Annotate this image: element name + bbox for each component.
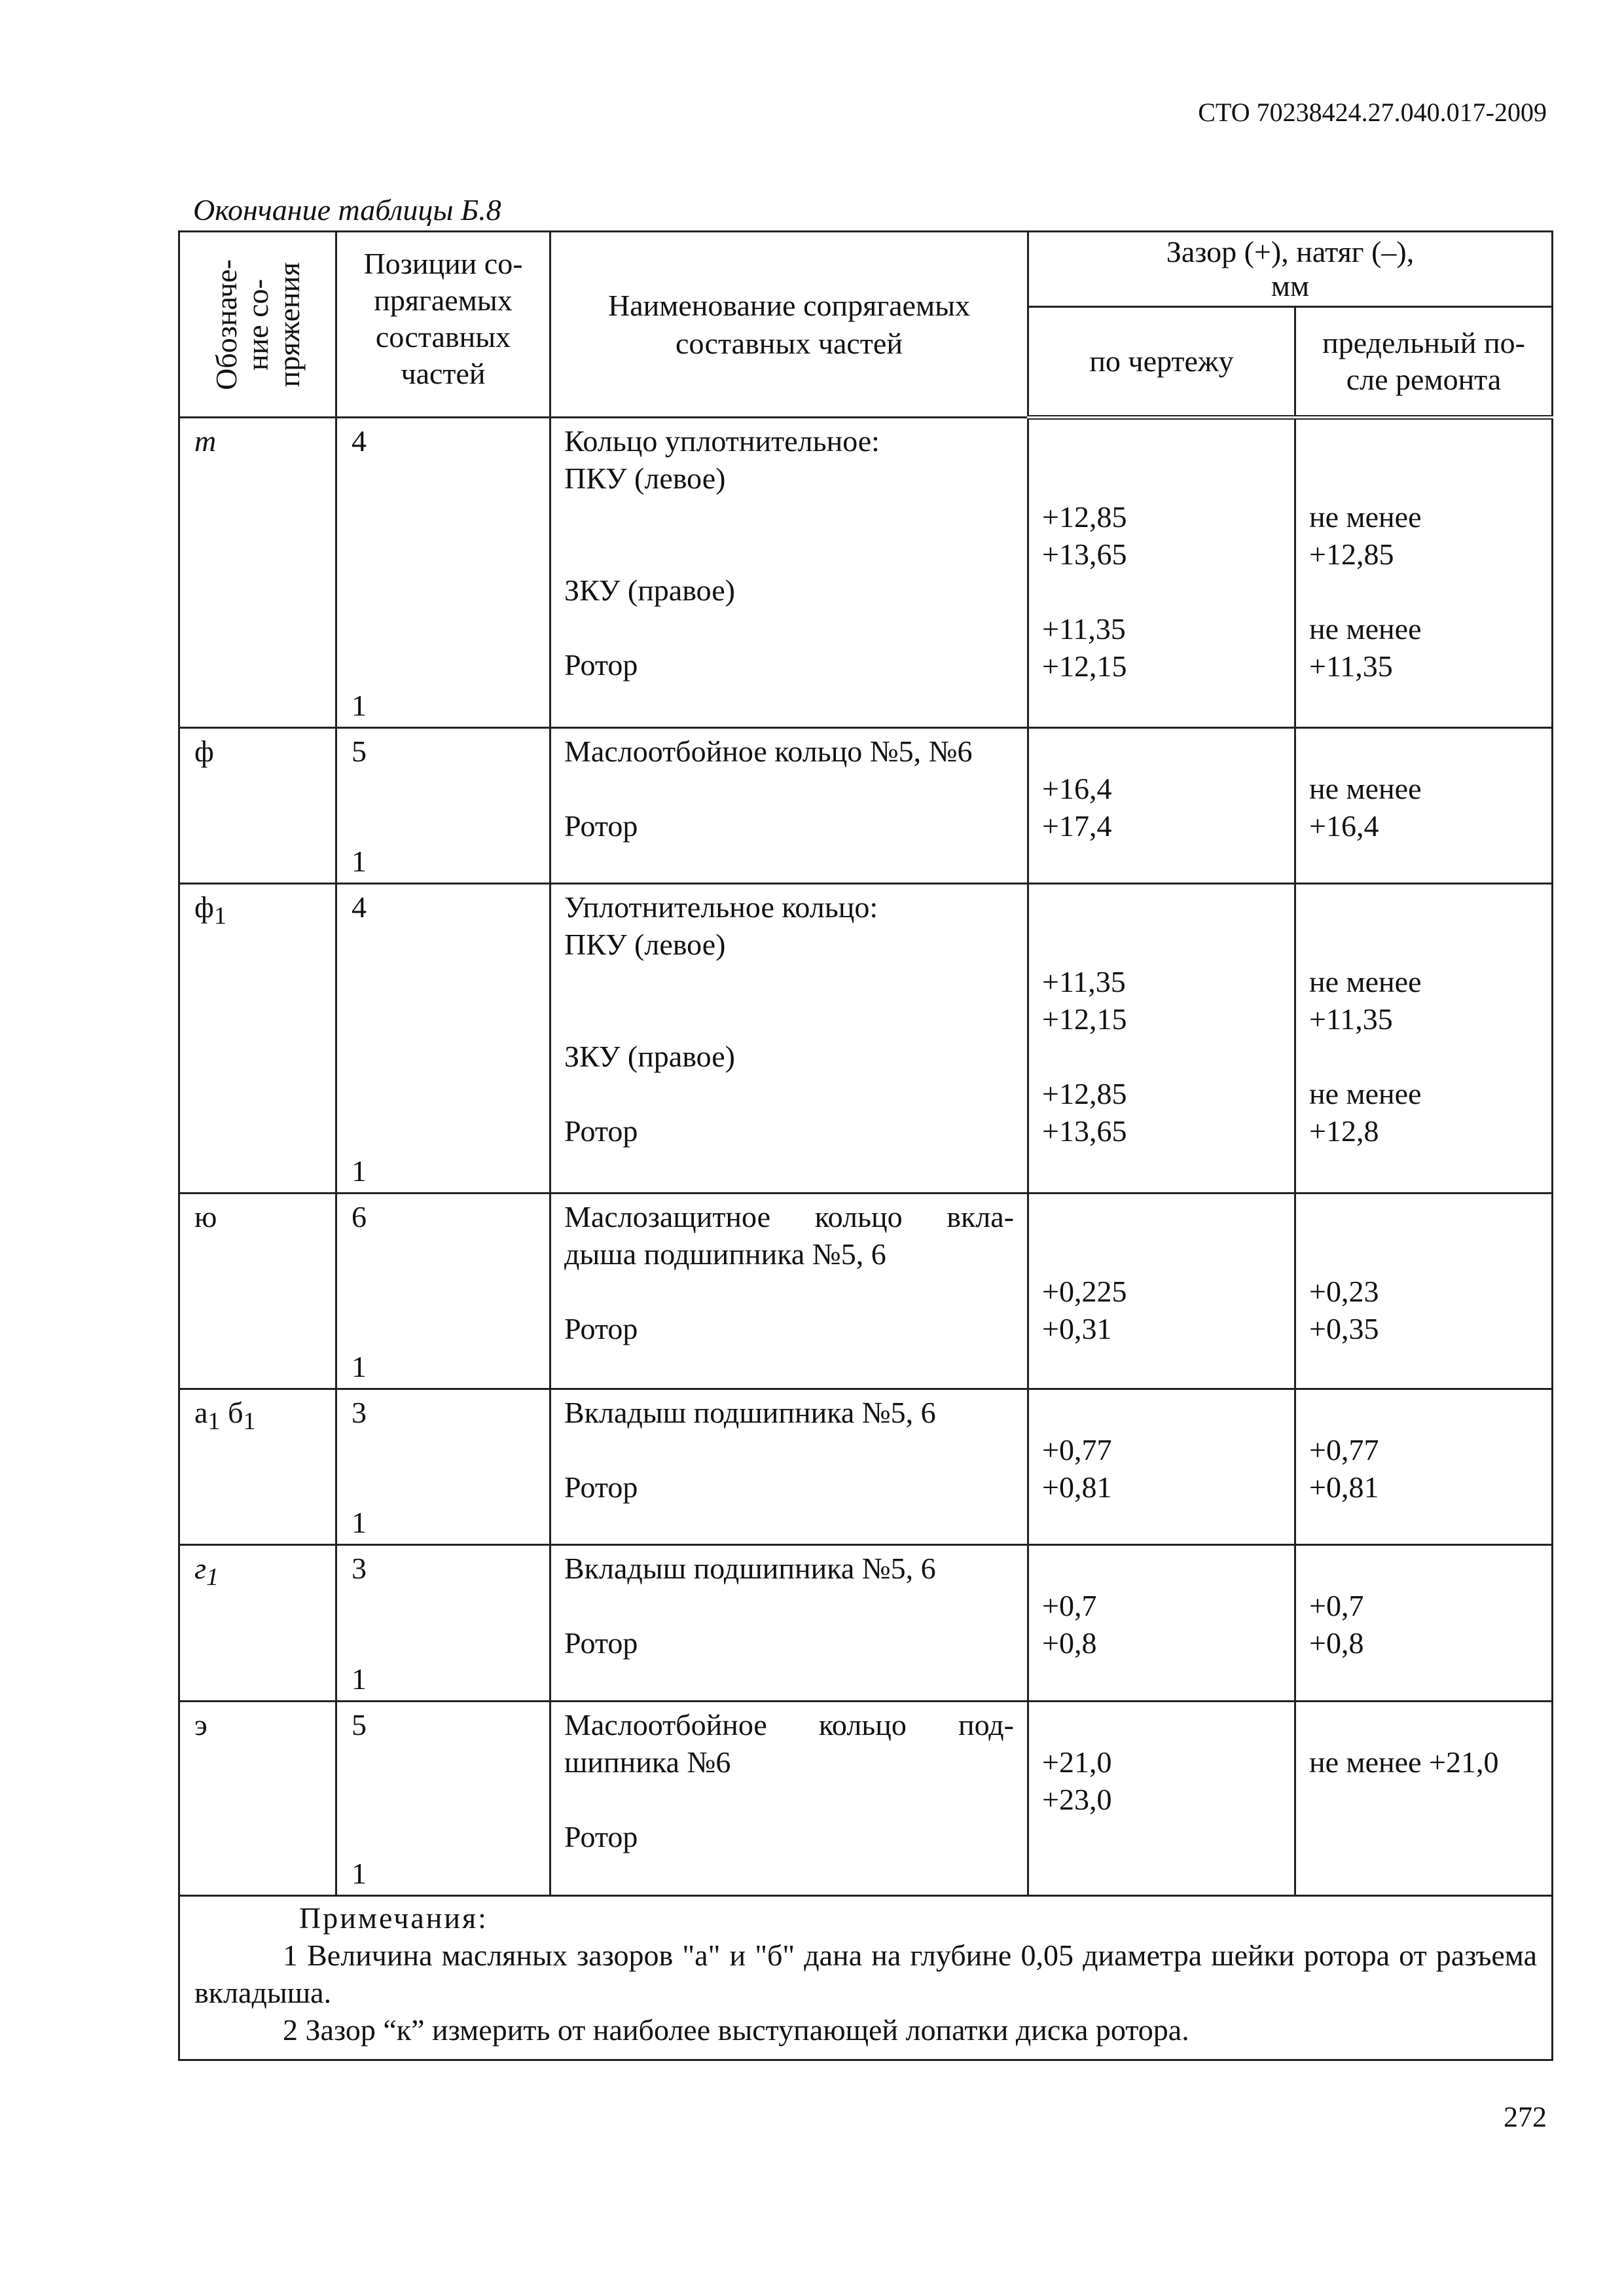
limit-cell bbox=[1295, 728, 1553, 884]
part-name-line: ЗКУ (правое) bbox=[564, 574, 735, 607]
notes-section bbox=[179, 1896, 1553, 2060]
designation-symbol: б bbox=[220, 1396, 244, 1429]
position-bottom: 1 bbox=[352, 1662, 367, 1696]
by-drawing-value: +13,65 bbox=[1042, 1114, 1127, 1148]
note-item: 1 Величина масляных зазоров "а" и "б" дана на глубине 0,05 диаметра шейки ротора от разъема вкладыша. bbox=[194, 1939, 1538, 2009]
header-designation-line: ние со- bbox=[240, 278, 274, 371]
by-drawing-value: +21,0 bbox=[1042, 1745, 1112, 1779]
limit-value: +11,35 bbox=[1309, 649, 1393, 683]
header-positions-line: частей bbox=[401, 357, 486, 390]
designation-cell bbox=[179, 1545, 336, 1702]
by-drawing-cell bbox=[1028, 418, 1295, 728]
part-name-cell bbox=[550, 418, 1028, 728]
limit-cell bbox=[1295, 418, 1553, 728]
part-name-line: Уплотнительное кольцо: bbox=[564, 890, 878, 924]
part-name-line: Ротор bbox=[564, 648, 638, 682]
positions-cell bbox=[336, 1389, 550, 1545]
part-name-cell bbox=[550, 1702, 1028, 1896]
table-row bbox=[179, 1545, 1553, 1702]
limit-value: +11,35 bbox=[1309, 1002, 1393, 1036]
designation-subscript: 1 bbox=[243, 1408, 256, 1436]
limit-value: не менее bbox=[1309, 612, 1422, 646]
limit-value: +12,8 bbox=[1309, 1114, 1379, 1148]
limit-cell bbox=[1295, 1702, 1553, 1896]
notes-title: Примечания: bbox=[299, 1901, 488, 1935]
part-name-line: Маслоотбойное кольцо №5, №6 bbox=[564, 735, 973, 768]
by-drawing-value: +0,225 bbox=[1042, 1275, 1127, 1308]
limit-value: +0,35 bbox=[1309, 1312, 1379, 1345]
designation-subscript: 1 bbox=[206, 1563, 219, 1592]
table-body bbox=[179, 418, 1553, 1896]
position-bottom: 1 bbox=[352, 1506, 367, 1539]
designation-symbol: а bbox=[194, 1396, 208, 1429]
header-by-drawing: по чертежу bbox=[1028, 307, 1295, 418]
part-name-line: Ротор bbox=[564, 1114, 638, 1148]
by-drawing-value: +0,31 bbox=[1042, 1312, 1112, 1345]
part-name-line: Маслоотбойное кольцо под- bbox=[564, 1708, 1014, 1741]
note-item: 2 Зазор “к” измерить от наиболее выступающей лопатки диска ротора. bbox=[283, 2013, 1189, 2047]
header-designation-line: Обозначе- bbox=[209, 259, 243, 390]
by-drawing-value: +11,35 bbox=[1042, 612, 1126, 646]
limit-value: не менее +21,0 bbox=[1309, 1745, 1499, 1779]
part-name-line: Ротор bbox=[564, 809, 638, 843]
header-limit-line: предельный по- bbox=[1322, 326, 1525, 359]
part-name-line: ПКУ (левое) bbox=[564, 928, 726, 961]
header-gap-line: Зазор (+), натяг (–), bbox=[1166, 235, 1415, 268]
limit-value: не менее bbox=[1309, 500, 1422, 534]
by-drawing-value: +12,15 bbox=[1042, 1002, 1127, 1036]
by-drawing-value: +13,65 bbox=[1042, 538, 1127, 571]
designation-cell bbox=[179, 1702, 336, 1896]
limit-value: не менее bbox=[1309, 1077, 1422, 1110]
limit-cell bbox=[1295, 1545, 1553, 1702]
part-name-line: Маслозащитное кольцо вкла- bbox=[564, 1200, 1014, 1233]
by-drawing-value: +0,8 bbox=[1042, 1626, 1097, 1660]
designation-symbol: m bbox=[194, 424, 217, 458]
by-drawing-cell bbox=[1028, 1545, 1295, 1702]
limit-value: +12,85 bbox=[1309, 538, 1394, 571]
position-top: 4 bbox=[352, 890, 367, 924]
part-name-line: Кольцо уплотнительное: bbox=[564, 424, 880, 458]
designation-symbol: г bbox=[194, 1552, 206, 1585]
by-drawing-value: +0,7 bbox=[1042, 1589, 1097, 1622]
designation-label bbox=[194, 1550, 322, 1596]
part-name-line: ЗКУ (правое) bbox=[564, 1040, 735, 1073]
by-drawing-value: +0,81 bbox=[1042, 1470, 1112, 1504]
limit-value: +0,81 bbox=[1309, 1470, 1379, 1504]
designation-label bbox=[194, 422, 322, 460]
table-row bbox=[179, 728, 1553, 884]
limit-value: +0,7 bbox=[1309, 1589, 1364, 1622]
positions-cell bbox=[336, 1194, 550, 1389]
part-name-line: шипника №6 bbox=[564, 1745, 731, 1779]
table-row bbox=[179, 1194, 1553, 1389]
designation-cell bbox=[179, 884, 336, 1194]
positions-cell bbox=[336, 728, 550, 884]
positions-cell bbox=[336, 1545, 550, 1702]
by-drawing-value: +12,85 bbox=[1042, 1077, 1127, 1110]
positions-cell bbox=[336, 418, 550, 728]
by-drawing-value: +16,4 bbox=[1042, 772, 1112, 805]
by-drawing-cell bbox=[1028, 1194, 1295, 1389]
designation-symbol: ф bbox=[194, 890, 214, 924]
part-name-line: Ротор bbox=[564, 1312, 638, 1345]
header-designation bbox=[179, 232, 336, 418]
position-bottom: 1 bbox=[352, 689, 367, 722]
designation-symbol: э bbox=[194, 1708, 208, 1741]
designation-label bbox=[194, 1198, 322, 1235]
table-row bbox=[179, 1389, 1553, 1545]
table-row bbox=[179, 884, 1553, 1194]
limit-cell bbox=[1295, 1194, 1553, 1389]
by-drawing-value: +23,0 bbox=[1042, 1783, 1112, 1816]
designation-cell bbox=[179, 1389, 336, 1545]
by-drawing-value: +0,77 bbox=[1042, 1433, 1112, 1467]
header-designation-line: пряжения bbox=[272, 262, 306, 387]
header-positions-line: составных bbox=[375, 320, 511, 354]
designation-symbol: ф bbox=[194, 735, 214, 768]
designation-label bbox=[194, 733, 322, 770]
part-name-line: Ротор bbox=[564, 1626, 638, 1660]
position-top: 5 bbox=[352, 1708, 367, 1741]
part-name-line: дыша подшипника №5, 6 bbox=[564, 1237, 886, 1271]
limit-value: не менее bbox=[1309, 772, 1422, 805]
designation-subscript: 1 bbox=[208, 1408, 221, 1436]
part-name-cell bbox=[550, 884, 1028, 1194]
limit-cell bbox=[1295, 884, 1553, 1194]
part-name-line: ПКУ (левое) bbox=[564, 462, 726, 495]
header-gap-unit: мм bbox=[1271, 269, 1310, 302]
position-top: 3 bbox=[352, 1552, 367, 1585]
position-bottom: 1 bbox=[352, 1154, 367, 1188]
table-caption: Окончание таблицы Б.8 bbox=[193, 193, 501, 227]
designation-cell bbox=[179, 728, 336, 884]
limit-value: +0,8 bbox=[1309, 1626, 1364, 1660]
designation-label bbox=[194, 1706, 322, 1743]
by-drawing-value: +12,15 bbox=[1042, 649, 1127, 683]
header-limit-line: сле ремонта bbox=[1346, 363, 1502, 396]
part-name-line: Ротор bbox=[564, 1820, 638, 1853]
document-code: СТО 70238424.27.040.017-2009 bbox=[1198, 98, 1547, 127]
header-positions-line: прягаемых bbox=[374, 283, 513, 317]
by-drawing-cell bbox=[1028, 1702, 1295, 1896]
designation-label bbox=[194, 888, 322, 935]
header-positions-line: Позиции со- bbox=[363, 247, 523, 280]
part-name-line: Вкладыш подшипника №5, 6 bbox=[564, 1396, 936, 1429]
limit-value: не менее bbox=[1309, 965, 1422, 998]
by-drawing-value: +12,85 bbox=[1042, 500, 1127, 534]
limit-value: +0,77 bbox=[1309, 1433, 1379, 1467]
designation-label bbox=[194, 1394, 322, 1440]
part-name-cell bbox=[550, 1389, 1028, 1545]
header-part-name-line: Наименование сопрягаемых bbox=[608, 288, 970, 322]
page-number: 272 bbox=[1504, 2101, 1547, 2133]
by-drawing-value: +17,4 bbox=[1042, 809, 1112, 843]
limit-value: +0,23 bbox=[1309, 1275, 1379, 1308]
positions-cell bbox=[336, 884, 550, 1194]
designation-subscript: 1 bbox=[213, 902, 226, 930]
header-part-name bbox=[550, 232, 1028, 418]
position-top: 5 bbox=[352, 735, 367, 768]
designation-cell bbox=[179, 1194, 336, 1389]
part-name-cell bbox=[550, 728, 1028, 884]
header-limit-after-repair bbox=[1295, 307, 1553, 418]
header-gap bbox=[1028, 232, 1553, 307]
limit-value: +16,4 bbox=[1309, 809, 1379, 843]
position-top: 3 bbox=[352, 1396, 367, 1429]
limit-cell bbox=[1295, 1389, 1553, 1545]
table-header bbox=[179, 232, 1553, 418]
header-positions bbox=[336, 232, 550, 418]
part-name-cell bbox=[550, 1545, 1028, 1702]
table-row bbox=[179, 1702, 1553, 1896]
by-drawing-value: +11,35 bbox=[1042, 965, 1126, 998]
positions-cell bbox=[336, 1702, 550, 1896]
by-drawing-cell bbox=[1028, 1389, 1295, 1545]
part-name-line: Вкладыш подшипника №5, 6 bbox=[564, 1552, 936, 1585]
position-bottom: 1 bbox=[352, 1857, 367, 1890]
by-drawing-cell bbox=[1028, 728, 1295, 884]
position-bottom: 1 bbox=[352, 845, 367, 878]
table-row bbox=[179, 418, 1553, 728]
part-name-line: Ротор bbox=[564, 1470, 638, 1504]
designation-cell bbox=[179, 418, 336, 728]
position-top: 4 bbox=[352, 424, 367, 458]
designation-symbol: ю bbox=[194, 1200, 217, 1233]
by-drawing-cell bbox=[1028, 884, 1295, 1194]
header-part-name-line: составных частей bbox=[676, 326, 903, 360]
part-name-cell bbox=[550, 1194, 1028, 1389]
position-top: 6 bbox=[352, 1200, 367, 1233]
position-bottom: 1 bbox=[352, 1350, 367, 1383]
clearance-table bbox=[178, 230, 1553, 2061]
